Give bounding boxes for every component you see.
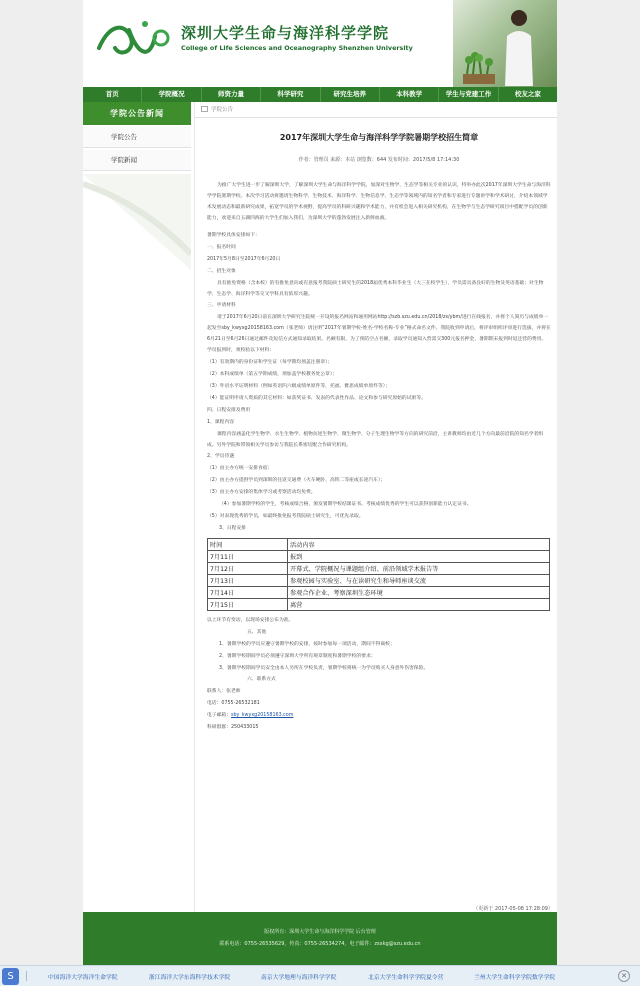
main-nav xyxy=(83,87,557,102)
material-item: （2）本科成绩单（第五学期成绩，须加盖学校教务处公章）； xyxy=(207,372,338,377)
breadcrumb-current[interactable]: 学院公告 xyxy=(211,107,234,113)
site-header xyxy=(83,0,557,87)
table-cell: 7月15日 xyxy=(208,599,288,611)
nav-overview[interactable]: 学院概况 xyxy=(142,87,201,102)
table-cell: 开幕式、学院概况与课题组介绍、前沿领域学术报告等 xyxy=(288,563,550,575)
site-footer xyxy=(83,912,557,965)
close-icon[interactable]: ✕ xyxy=(618,970,630,982)
nav-student-affairs[interactable]: 学生与党建工作 xyxy=(439,87,498,102)
bottom-link[interactable]: 北京大学生命科学学院夏令营 xyxy=(368,975,444,981)
bottom-link-bar xyxy=(0,965,640,986)
table-cell: 7月13日 xyxy=(208,575,288,587)
table-cell: 7月14日 xyxy=(208,587,288,599)
perk-item: （1）由主办方统一安排食宿； xyxy=(207,466,273,471)
bottom-link[interactable]: 中国海洋大学海洋生命学院 xyxy=(48,975,118,981)
article-title: 2017年深圳大学生命与海洋科学学院暑期学校招生简章 xyxy=(279,133,479,142)
college-logo-icon[interactable] xyxy=(95,18,175,64)
separator xyxy=(26,971,27,981)
table-row xyxy=(208,587,550,599)
perk-item: （3）由主办方安排的集体学习或考察活动均免费。 xyxy=(207,490,316,495)
material-item: （4）能证明申请人资质的其它材料：如获奖证书、发表的代表性作品、论文和参与研究原始的试果等。 xyxy=(207,396,426,401)
email-link[interactable]: sby_kwyxg20158163.com xyxy=(231,713,294,718)
updated-timestamp: （更新于 2017-05-08 17:28:09） xyxy=(473,906,553,912)
bottom-link[interactable]: 浙江海洋大学东海科学技术学院 xyxy=(149,975,231,981)
table-cell: 参观合作企业、考察深圳生态环境 xyxy=(288,587,550,599)
contact-phone: 电话：0755-26532181 xyxy=(207,701,260,706)
section-5-heading: 五、其他 xyxy=(247,630,267,635)
sidebar-title: 学院公告新闻 xyxy=(83,102,191,125)
materials-heading: 学员报到时，须校验以下材料： xyxy=(207,348,275,353)
material-item: （1）有效期内的身份证和学生证（每学期均须盖注册章）； xyxy=(207,360,333,365)
table-row xyxy=(208,599,550,611)
table-cell: 7月12日 xyxy=(208,563,288,575)
table-row xyxy=(208,575,550,587)
section-6-heading: 六、联系方式 xyxy=(247,677,276,682)
email-label: 电子邮箱： xyxy=(207,713,231,718)
section-4-3-heading: 3、日程安排 xyxy=(219,526,247,531)
perk-item: （2）由主办方提供学员到深圳的往返交通费（火车硬卧、高铁二等座或长途汽车）； xyxy=(207,478,386,483)
table-header-cell: 活动内容 xyxy=(288,539,550,551)
other-item: 2、暑期学校期间学员必须遵守深圳大学所有规章制度和暑期学校的要求； xyxy=(219,654,376,659)
table-cell: 离营 xyxy=(288,599,550,611)
other-item: 3、暑期学校期间学员安全由本人另所在学校负责，暑期学校将统一为学员购买人身意外伤害保险。 xyxy=(219,666,429,671)
section-1-text: 2017年5月8日至2017年6月20日 xyxy=(207,257,281,262)
page-container xyxy=(83,0,557,946)
nav-faculty[interactable]: 师资力量 xyxy=(202,87,261,102)
section-4-heading: 四、日程安排及费用 xyxy=(207,408,251,413)
contact-person: 联系人：张老师 xyxy=(207,689,241,694)
arrange-heading: 暑期学校具体安排如下： xyxy=(207,233,260,238)
table-row xyxy=(208,551,550,563)
table-row xyxy=(208,563,550,575)
table-cell: 报到 xyxy=(288,551,550,563)
header-photo xyxy=(453,0,557,87)
schedule-table xyxy=(207,538,550,611)
college-name-cn: 深圳大学生命与海洋科学学院 xyxy=(181,24,390,42)
table-cell: 参观校园与实验室、与在读研究生和导师座谈交流 xyxy=(288,575,550,587)
college-name-en: College of Life Sciences and Oceanography Shenzhen University xyxy=(181,44,413,52)
perk-item: （5）对表现优秀的学员，如最终推免报考我院硕士研究生，可优先录取。 xyxy=(207,514,364,519)
bottom-link[interactable]: 兰州大学生命科学学院数学学院 xyxy=(474,975,556,981)
section-4-1-text: 课程内容涵盖化学生物学、水生生物学、植物抗逆生物学、微生物学、分子生理生物学等方向的研究前沿，主讲教师均由近几个方向最前沿院的知名学者组成。另外学院和带领相关学员参访与我院长系密切配合作研究机构。 xyxy=(207,432,544,448)
other-item: 1、暑期学校的学员应遵守暑期学校的安排，按时参加每一项活动，期间不得离校； xyxy=(219,642,395,647)
section-1-heading: 一、报名时间 xyxy=(207,245,236,250)
breadcrumb xyxy=(195,102,557,118)
section-3-heading: 三、申请材料 xyxy=(207,303,236,308)
article-meta: 作者：管理员 来源：本站 浏览数：644 发布时间：2017/5/8 17:14:30 xyxy=(298,157,460,163)
contact-email-row xyxy=(207,710,551,722)
nav-undergraduate[interactable]: 本科教学 xyxy=(380,87,439,102)
section-2-heading: 二、招生对象 xyxy=(207,269,236,274)
document-icon xyxy=(201,106,208,112)
article-intro: 为推广大学生进一步了解深圳大学，了解深圳大学生命与海洋科学学院，加深对生物学、生态学等相关专业的认识，特举办此次2017年深圳大学生命与海洋科学学院暑期学校。本次学习活动将邀请生物科学、生物技术、海洋科学、生物信息学、生态学等领域内的知名学者和专家进行专题讲学和学术研讨，介绍本领域学术发展动态和最新研究成果，拓宽学员的学术视野，提高学员的科研兴趣和学术能力，并有机会进入相关研究机构，在生物学与生态学研究项目中搭配学员的创新能力，欢迎来自五湖四海的大学生们加入我们，为深圳大学的蓬勃发展注入新鲜血液。 xyxy=(207,183,551,221)
section-3-text: 请于2017年6月20日前在深圳大学研究生院统一开设的报名网站和通用网站http://szb.szu.edu.cn/2018/zs/ybm/进行在线报名，并将个人简历与成绩单一起发至sby_kwyxg20158163.com（张老师）请注明“2017年暑期学校-姓名-学校名称-专业”格式命名文件。我院收到申请后，将评审组织评审进行选拔，并将在6月21日至6月26日通过邮件及短信方式通知录取结果。名额有限，为了预防空占名额，录取学员通知入营需交300元报名押金，暑期期末报到时返还营的费用。 xyxy=(207,315,551,342)
table-header-row xyxy=(208,539,550,551)
sogou-logo-icon[interactable]: S xyxy=(2,968,19,985)
section-4-2-heading: 2、学员待遇 xyxy=(207,454,235,459)
plant-icon xyxy=(459,48,499,84)
footer-contact: 联系电话：0755-26535629，传真：0755-26534274，电子邮件：zsxkg@szu.edu.cn xyxy=(219,941,421,947)
footer-copyright: 版权所有：深圳大学生命与海洋科学学院 后台管理 xyxy=(264,929,376,935)
section-4-1-heading: 1、课程内容 xyxy=(207,420,235,425)
schedule-note: 以上环节有变动，以现场安排公布为准。 xyxy=(207,618,294,623)
contact-qq: 科研群群：250433015 xyxy=(207,725,259,730)
nav-research[interactable]: 科学研究 xyxy=(261,87,320,102)
perk-item: （4）参加暑期学校的学生，考核成绩合格，颁发暑期学校结课证书。考核成绩优秀的学生可以获得创新能力认定证书。 xyxy=(219,502,472,507)
table-header-cell: 时间 xyxy=(208,539,288,551)
main-content xyxy=(194,102,557,912)
sidebar-decoration xyxy=(83,174,191,270)
nav-alumni[interactable]: 校友之家 xyxy=(514,90,541,98)
material-item: （3）外语水平证明材料（例如英语四六级成绩单原件等，托福、雅思成绩单原件等）； xyxy=(207,384,390,389)
sidebar-item-news[interactable]: 学院新闻 xyxy=(83,150,191,171)
table-cell: 7月11日 xyxy=(208,551,288,563)
sidebar xyxy=(83,102,191,272)
sidebar-item-announcements[interactable]: 学院公告 xyxy=(83,127,191,148)
nav-home[interactable]: 首页 xyxy=(83,87,142,102)
section-2-text: 具有推免资格（含本校）的有推免意向或有意报考我院硕士研究生的2018届优秀本科毕业生（大三在校学生），学员需具备良好的生物及英语基础；对生物学、生态学、海洋科学等交叉学科具有浓厚兴趣。 xyxy=(207,281,544,297)
nav-graduate[interactable]: 研究生培养 xyxy=(321,87,380,102)
researcher-icon xyxy=(501,6,537,86)
bottom-link[interactable]: 南京大学地理与海洋科学学院 xyxy=(261,975,337,981)
article xyxy=(207,132,553,912)
